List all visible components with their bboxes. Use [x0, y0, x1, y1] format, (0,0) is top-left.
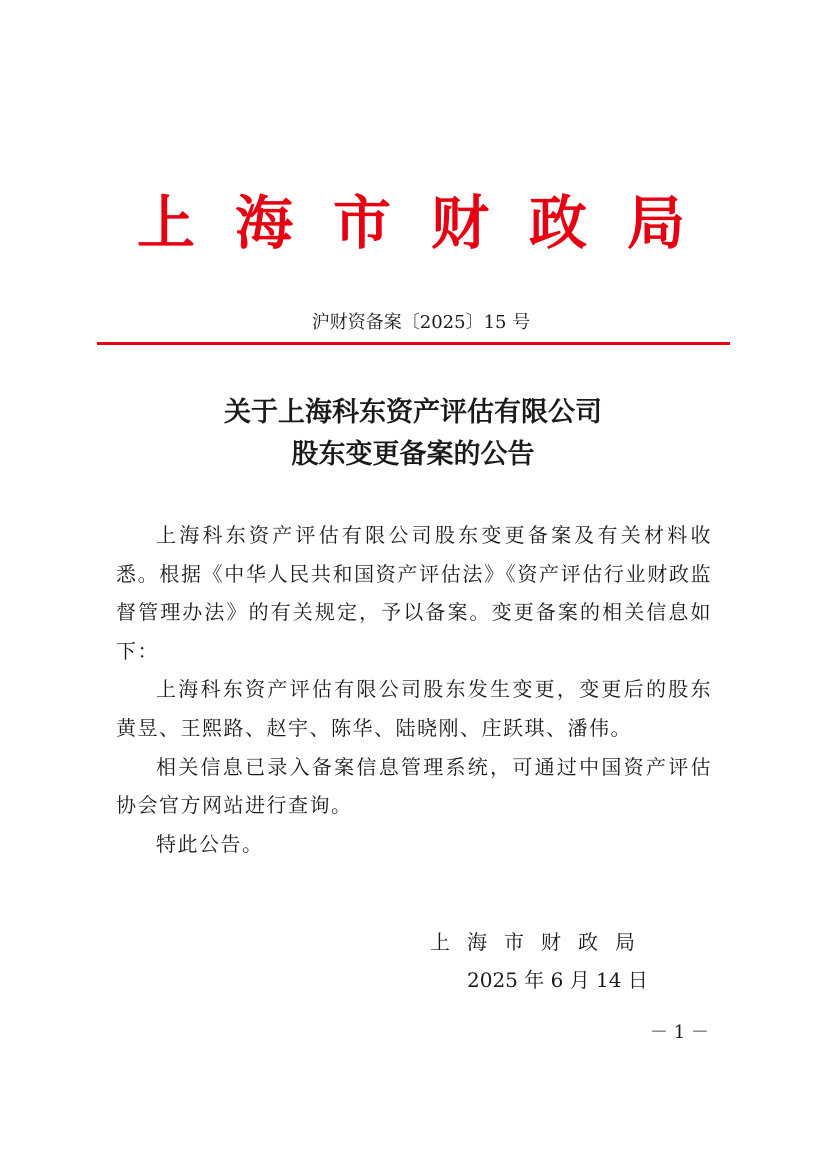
issuer-header: 上海市财政局	[136, 189, 725, 257]
document-number: 沪财资备案〔2025〕15 号	[311, 312, 531, 333]
body-paragraph: 特此公告。	[156, 831, 264, 856]
signature-organization: 上海市财政局	[430, 930, 652, 954]
document-body	[116, 516, 712, 863]
body-paragraph: 相关信息已录入备案信息管理系统，可通过中国资产评估协会官方网站进行查询。	[116, 754, 712, 818]
signature-date: 2025 年 6 月 14 日	[467, 968, 648, 992]
signature-block	[430, 923, 690, 999]
title-line-2: 股东变更备案的公告	[291, 439, 535, 470]
body-paragraph: 上海科东资产评估有限公司股东发生变更，变更后的股东黄昱、王熙路、赵宇、陈华、陆晓刚、庄跃琪、潘伟。	[116, 677, 712, 740]
body-paragraph: 上海科东资产评估有限公司股东变更备案及有关材料收悉。根据《中华人民共和国资产评估法》《资产评估行业财政监督管理办法》的有关规定，予以备案。变更备案的相关信息如下：	[116, 523, 712, 663]
title-line-1: 关于上海科东资产评估有限公司	[224, 397, 602, 428]
page-number: － 1 －	[650, 1022, 709, 1043]
red-separator-line	[97, 342, 730, 345]
document-title	[0, 392, 826, 476]
